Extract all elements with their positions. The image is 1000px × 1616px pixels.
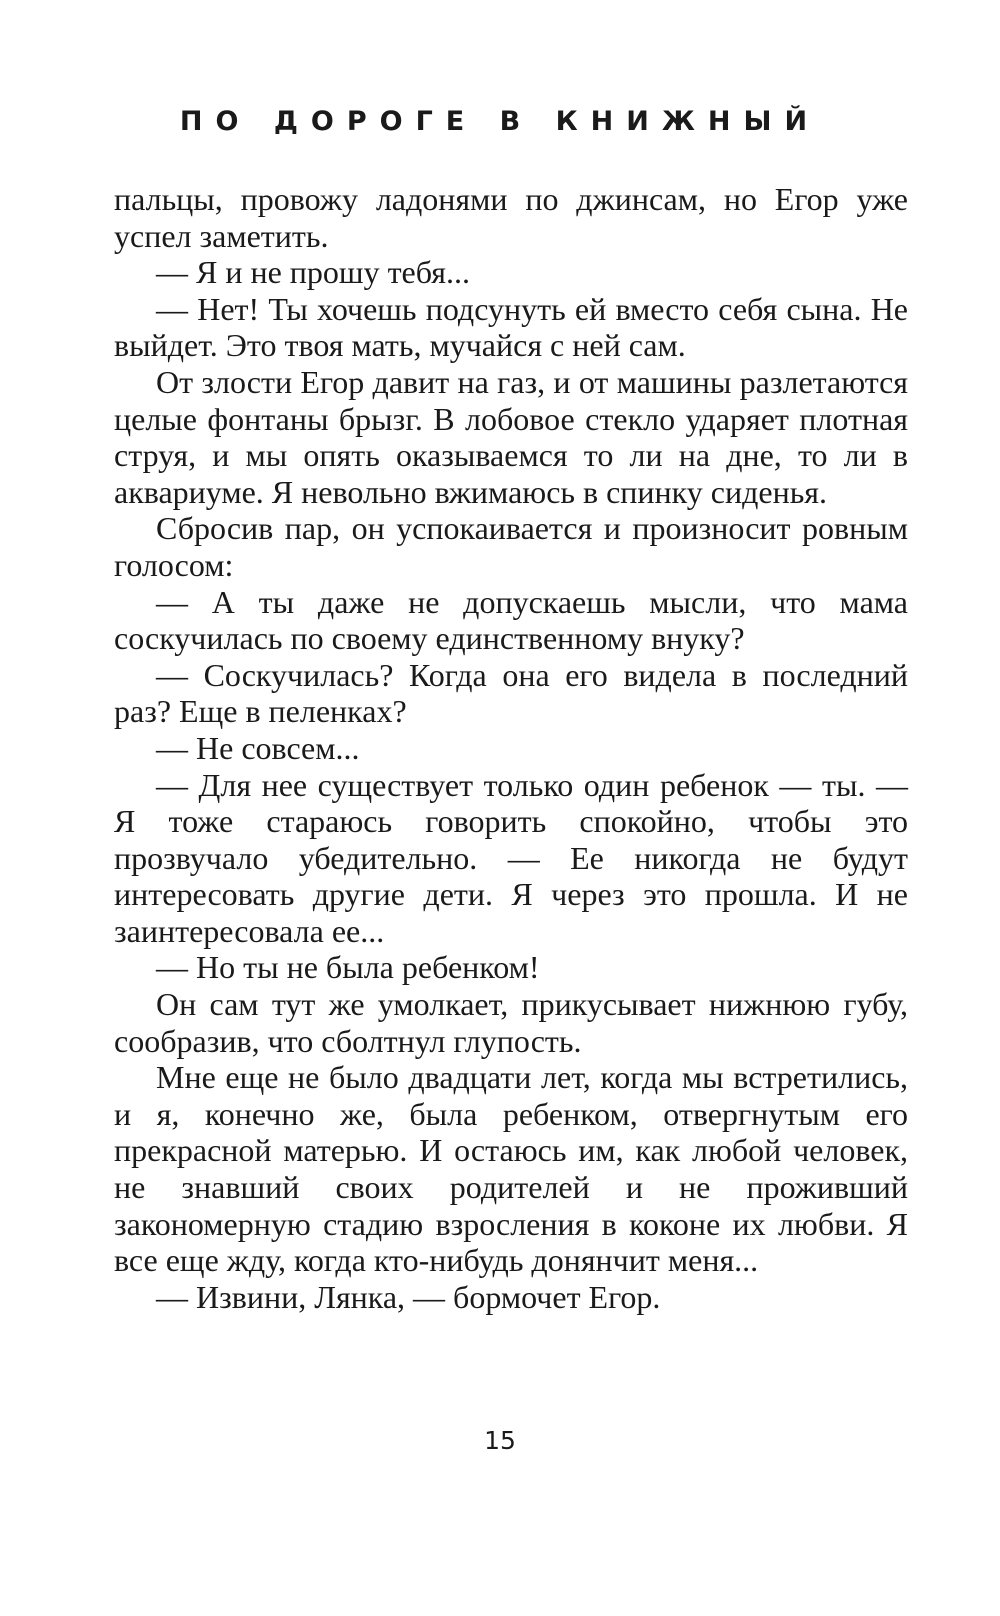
paragraph: — Не совсем... [156, 729, 360, 766]
paragraph: Сбросив пар, он успокаивается и произносит ровным голосом: [114, 510, 908, 583]
paragraph: — Я и не прошу тебя... [156, 254, 470, 291]
paragraph: — Извини, Лянка, — бормочет Егор. [156, 1278, 661, 1315]
paragraph: — Соскучилась? Когда она его видела в последний раз? Еще в пеленках? [114, 656, 908, 730]
body-text [114, 181, 908, 1315]
paragraph: Мне еще не было двадцати лет, когда мы встретились, и я, конечно же, была ребенком, отвергнутым его прекрасной матерью. И остаюсь им, как любой человек, не знавший своих родителей и не проживший закономерную стадию взросления в коконе их любви. Я все еще жду, когда кто-нибудь донянчит меня... [114, 1059, 908, 1279]
paragraph: Он сам тут же умолкает, прикусывает нижнюю губу, сообразив, что сболтнул глупость. [114, 986, 908, 1059]
page-number: 15 [484, 1426, 516, 1455]
paragraph: пальцы, провожу ладонями по джинсам, но Егор уже успел заметить. [114, 181, 908, 254]
paragraph: — Но ты не была ребенком! [156, 949, 540, 986]
paragraph: — Нет! Ты хочешь подсунуть ей вместо себя сына. Не выйдет. Это твоя мать, мучайся с ней сам. [114, 290, 908, 364]
paragraph: От злости Егор давит на газ, и от машины разлетаются целые фонтаны брызг. В лобовое стекло ударяет плотная струя, и мы опять оказываемся то ли на дне, то ли в аквариуме. Я невольно вжимаюсь в спинку сиденья. [114, 363, 908, 510]
paragraph: — Для нее существует только один ребенок — ты. — Я тоже стараюсь говорить спокойно, чтобы это прозвучало убедительно. — Ее никогда не будут интересовать другие дети. Я через это прошла. И не заинтересовала ее... [114, 766, 908, 949]
paragraph: — А ты даже не допускаешь мысли, что мама соскучилась по своему единственному внуку? [114, 583, 908, 657]
running-head: ПО ДОРОГЕ В КНИЖНЫЙ [179, 106, 821, 137]
